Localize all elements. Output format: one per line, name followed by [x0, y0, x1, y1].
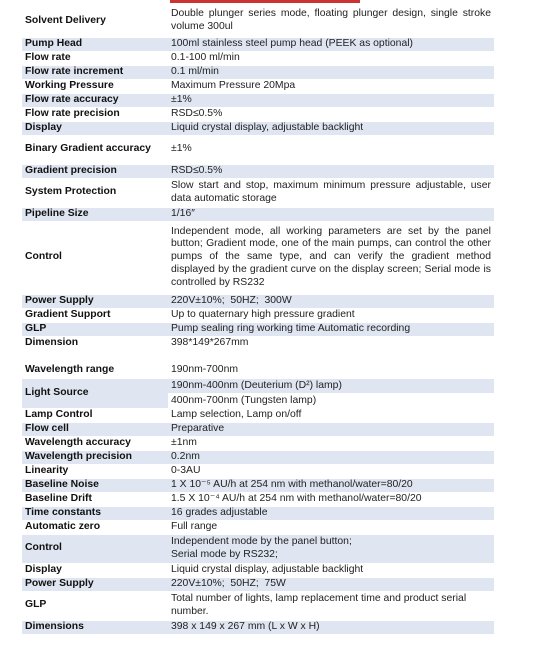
table-row	[22, 65, 494, 79]
table-row	[22, 534, 494, 563]
spec-label: Flow rate increment	[22, 65, 168, 79]
spec-value: ±1nm	[168, 436, 494, 450]
table-row	[22, 178, 494, 207]
table-row	[22, 364, 494, 378]
spec-label: Binary Gradient accuracy	[22, 135, 168, 164]
spec-label: Baseline Drift	[22, 492, 168, 506]
spec-value: Liquid crystal display, adjustable backlight	[168, 121, 494, 135]
table-row	[22, 422, 494, 436]
spec-label: Pipeline Size	[22, 207, 168, 221]
spec-value: 16 grades adjustable	[168, 506, 494, 520]
detector-spec-table	[22, 364, 494, 635]
spec-label: Solvent Delivery	[22, 6, 168, 37]
spec-label: Dimension	[22, 336, 168, 350]
spec-value: Serial mode by RS232;	[171, 548, 278, 560]
spec-label: Control	[22, 221, 168, 294]
spec-label: Gradient precision	[22, 164, 168, 178]
table-row	[22, 492, 494, 506]
table-row	[22, 322, 494, 336]
spec-value: Independent mode, all working parameters are set by the panel button; Gradient mode, one of the main pumps, can control the other pumps of the same type, and can verify the gradient method displayed by the gradient curve on the display screen; Serial mode is controlled by RS232	[168, 221, 494, 294]
table-row	[22, 93, 494, 107]
table-row	[22, 121, 494, 135]
spec-label: System Protection	[22, 178, 168, 207]
table-row	[22, 79, 494, 93]
spec-label: Wavelength precision	[22, 450, 168, 464]
spec-label: GLP	[22, 591, 168, 620]
table-row	[22, 221, 494, 294]
spec-value-group	[168, 378, 494, 408]
spec-value: Pump sealing ring working time Automatic recording	[168, 322, 494, 336]
spec-value: Total number of lights, lamp replacement time and product serial number.	[168, 591, 494, 620]
spec-value: 190nm-700nm	[168, 364, 494, 378]
table-row	[22, 464, 494, 478]
table-row	[22, 107, 494, 121]
spec-value: Independent mode by the panel button;	[171, 535, 352, 547]
spec-value-group	[168, 534, 494, 563]
spec-label: Light Source	[22, 378, 168, 408]
table-row	[22, 408, 494, 422]
spec-value: 220V±10%; 50HZ; 75W	[168, 577, 494, 591]
table-row	[22, 37, 494, 51]
spec-label: GLP	[22, 322, 168, 336]
spec-label: Flow rate	[22, 51, 168, 65]
spec-value: 1.5 X 10⁻⁴ AU/h at 254 nm with methanol/water=80/20	[168, 492, 494, 506]
spec-label: Baseline Noise	[22, 478, 168, 492]
table-row	[22, 436, 494, 450]
spec-value: Maximum Pressure 20Mpa	[168, 79, 494, 93]
spec-value: 220V±10%; 50HZ; 300W	[168, 294, 494, 308]
table-row	[22, 135, 494, 164]
table-row	[22, 520, 494, 534]
spec-value: 0.1 ml/min	[168, 65, 494, 79]
table-row	[22, 51, 494, 65]
table-row	[22, 164, 494, 178]
spec-value: ±1%	[168, 135, 494, 164]
spec-label: Pump Head	[22, 37, 168, 51]
spec-value: 400nm-700nm (Tungsten lamp)	[168, 393, 494, 408]
spec-label: Flow rate precision	[22, 107, 168, 121]
spec-value: 398*149*267mm	[168, 336, 494, 350]
table-row	[22, 450, 494, 464]
table-row	[22, 591, 494, 620]
spec-label: Display	[22, 121, 168, 135]
spec-label: Display	[22, 563, 168, 577]
spec-value: 100ml stainless steel pump head (PEEK as optional)	[168, 37, 494, 51]
spec-value: 1/16″	[168, 207, 494, 221]
spec-label: Time constants	[22, 506, 168, 520]
table-row	[22, 577, 494, 591]
spec-value: RSD≤0.5%	[168, 107, 494, 121]
spec-label: Lamp Control	[22, 408, 168, 422]
spec-label: Linearity	[22, 464, 168, 478]
spec-label: Flow cell	[22, 422, 168, 436]
table-row	[22, 6, 494, 37]
spec-label: Automatic zero	[22, 520, 168, 534]
spec-label: Power Supply	[22, 577, 168, 591]
table-row	[22, 207, 494, 221]
table-row	[22, 336, 494, 350]
spec-value: ±1%	[168, 93, 494, 107]
spec-value: Up to quaternary high pressure gradient	[168, 308, 494, 322]
spec-value: 0-3AU	[168, 464, 494, 478]
table-row	[22, 620, 494, 634]
spec-label: Wavelength accuracy	[22, 436, 168, 450]
spec-value: Double plunger series mode, floating plunger design, single stroke volume 300ul	[168, 6, 494, 37]
spec-label: Control	[22, 534, 168, 563]
spec-value: Lamp selection, Lamp on/off	[168, 408, 494, 422]
table-row	[22, 378, 494, 408]
spec-label: Dimensions	[22, 620, 168, 634]
spec-value: Liquid crystal display, adjustable backlight	[168, 563, 494, 577]
spec-label: Gradient Support	[22, 308, 168, 322]
pump-spec-table	[22, 6, 494, 351]
table-row	[22, 294, 494, 308]
spec-label: Flow rate accuracy	[22, 93, 168, 107]
spec-value: Preparative	[168, 422, 494, 436]
spec-value: Full range	[168, 520, 494, 534]
spec-value: 190nm-400nm (Deuterium (D²) lamp)	[168, 379, 494, 393]
spec-value: 1 X 10⁻⁵ AU/h at 254 nm with methanol/water=80/20	[168, 478, 494, 492]
spec-label: Wavelength range	[22, 364, 168, 378]
table-row	[22, 506, 494, 520]
spec-value: 0.2nm	[168, 450, 494, 464]
table-row	[22, 308, 494, 322]
table-row	[22, 478, 494, 492]
spec-label: Working Pressure	[22, 79, 168, 93]
spec-value: RSD≤0.5%	[168, 164, 494, 178]
spec-value: Slow start and stop, maximum minimum pressure adjustable, user data automatic storage	[168, 178, 494, 207]
spec-value: 0.1-100 ml/min	[168, 51, 494, 65]
top-accent-bar	[170, 0, 360, 3]
spec-value: 398 x 149 x 267 mm (L x W x H)	[168, 620, 494, 634]
table-row	[22, 563, 494, 577]
spec-label: Power Supply	[22, 294, 168, 308]
